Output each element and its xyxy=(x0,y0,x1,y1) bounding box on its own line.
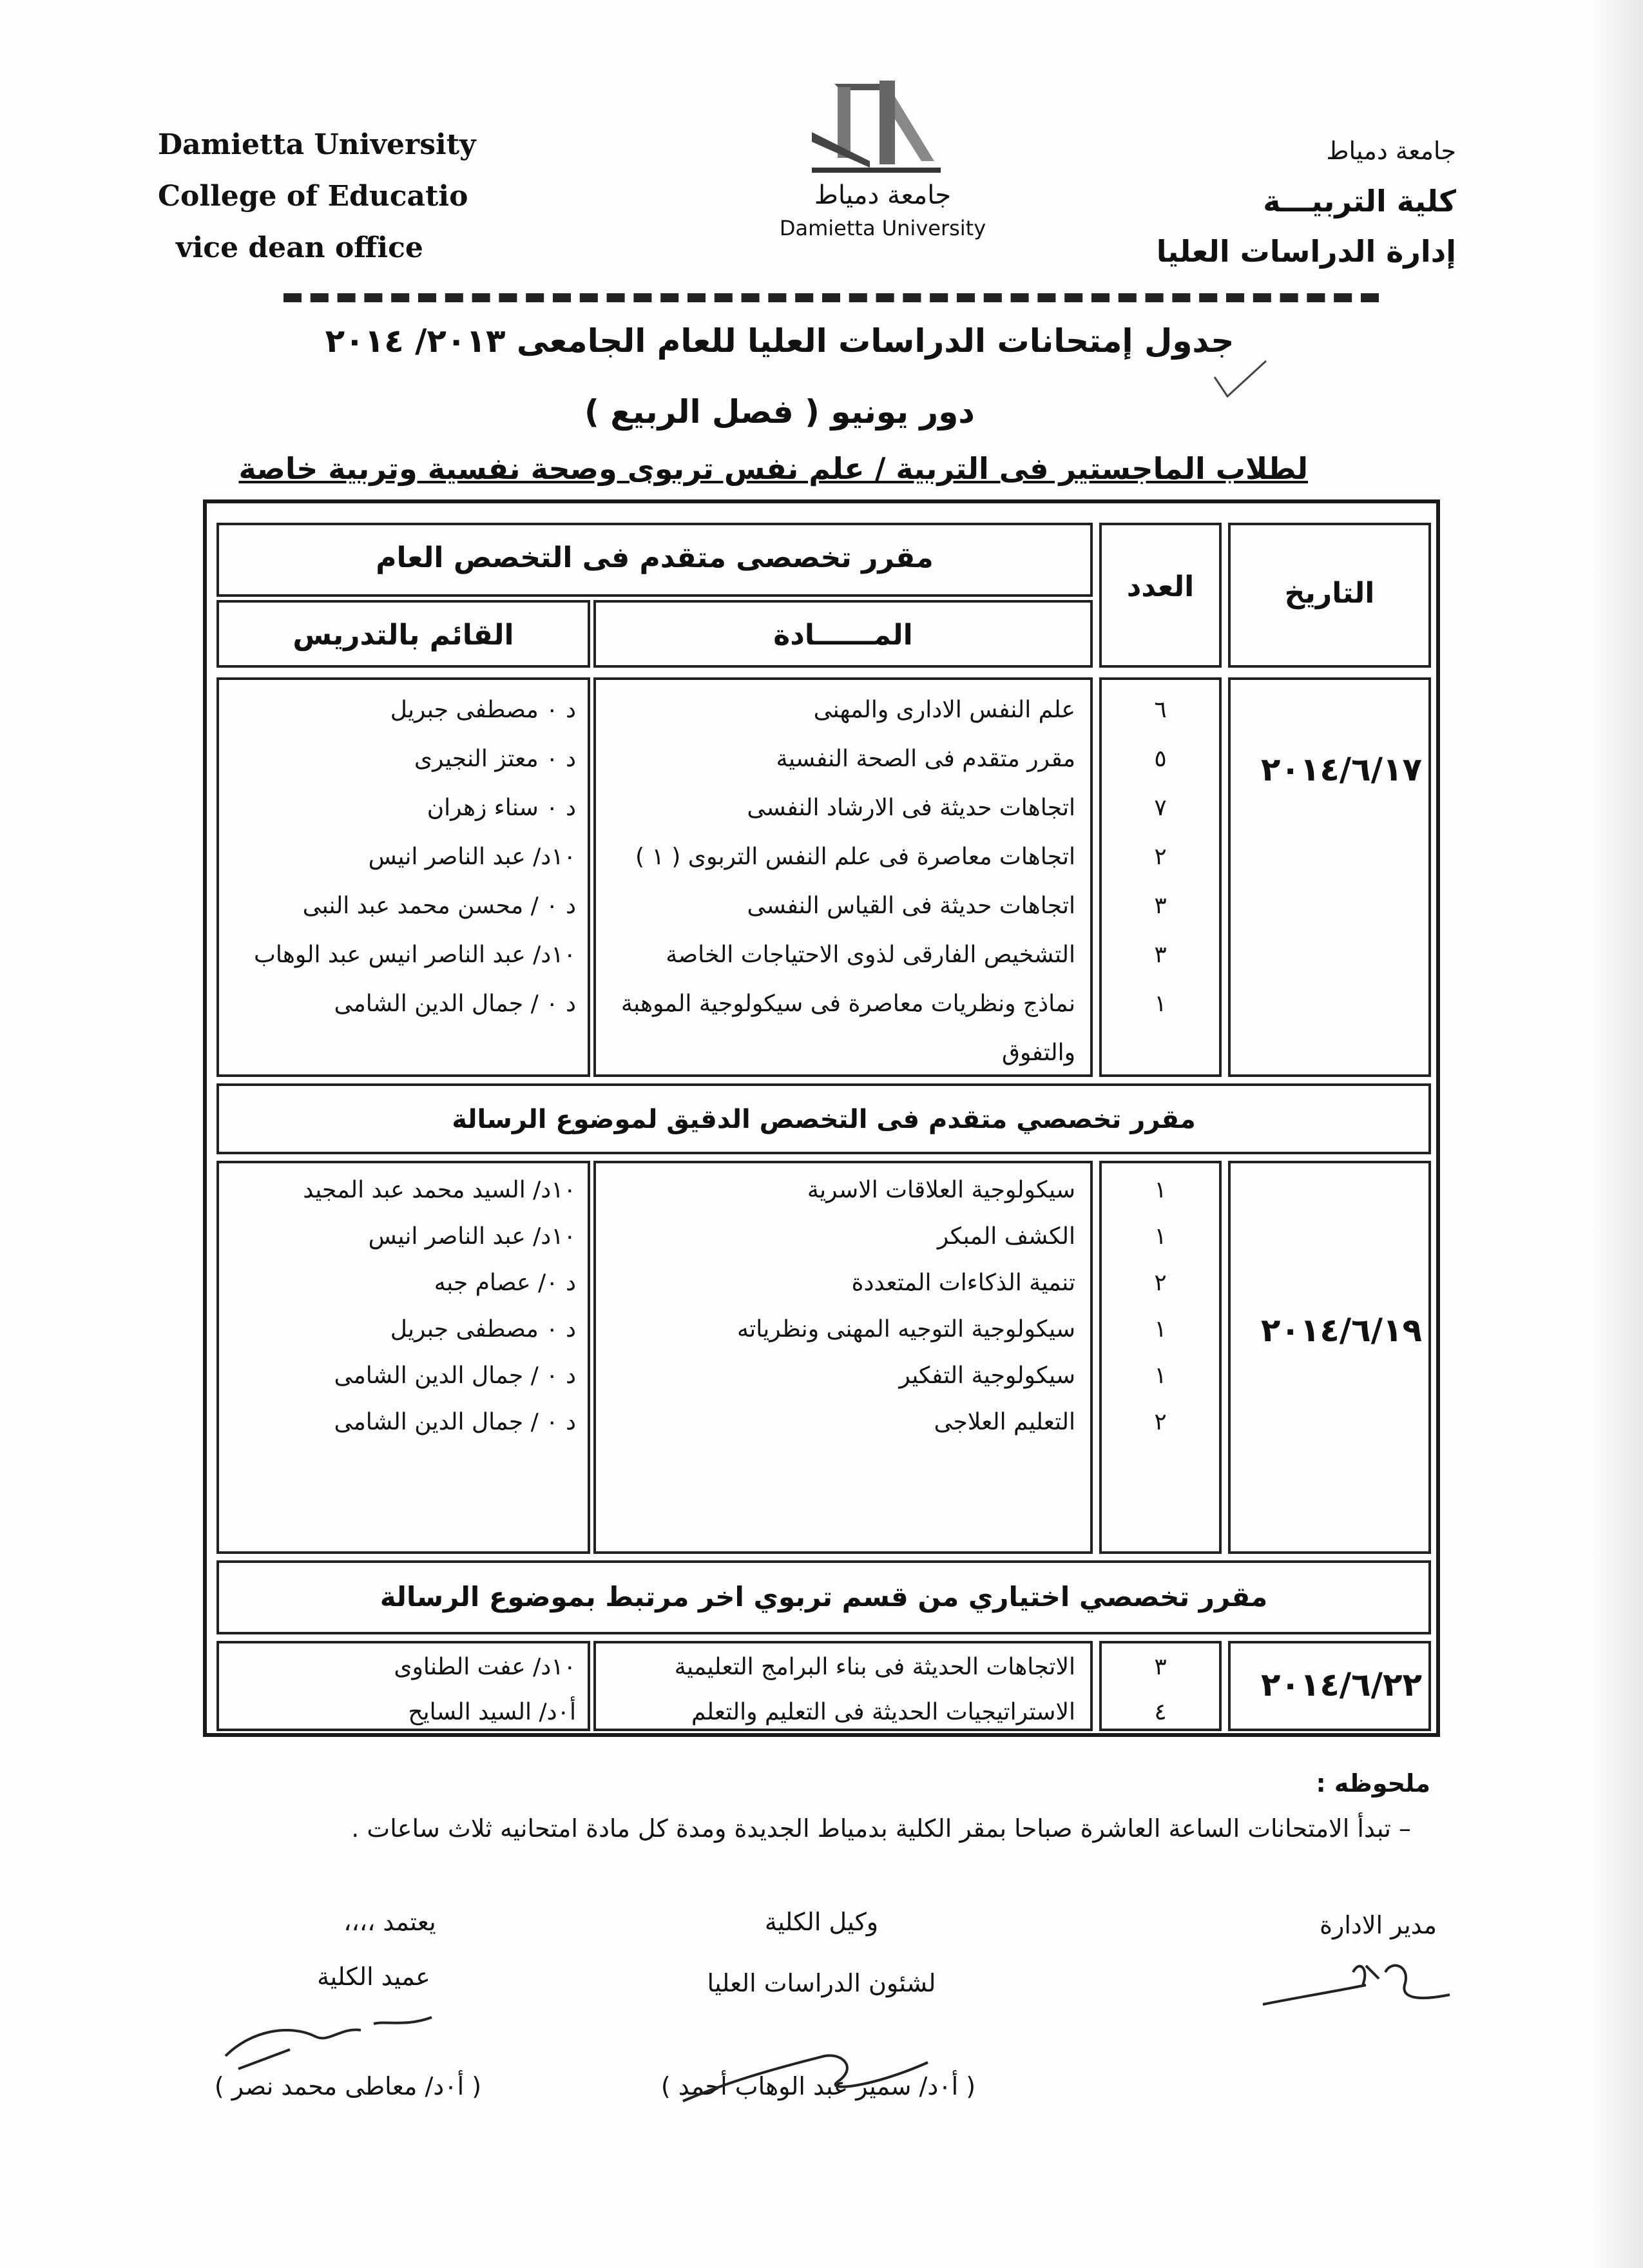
header-date-label: التاريخ xyxy=(1284,577,1375,610)
row-count: ٢ xyxy=(1154,844,1167,870)
schedule-audience: لطلاب الماجستير فى التربية / علم نفس تربوى وصحة نفسية وتربية خاصة xyxy=(238,451,1308,486)
section3-title-cell xyxy=(216,1560,1431,1634)
notes-text: – تبدأ الامتحانات الساعة العاشرة صباحا بمقر الكلية بدمياط الجديدة ومدة كل مادة امتحانيه ثلاث ساعات . xyxy=(351,1814,1411,1843)
section1-date-cell xyxy=(1228,677,1431,1077)
row-subject: اتجاهات حديثة فى القياس النفسى xyxy=(747,893,1075,919)
university-logo xyxy=(773,71,992,245)
row-instructor: ١٠د/ عبد الناصر انيس عبد الوهاب xyxy=(254,942,576,968)
row-subject: التشخيص الفارقى لذوى الاحتياجات الخاصة xyxy=(666,942,1075,968)
page-edge xyxy=(1591,0,1643,2268)
office-name-ar: إدارة الدراسات العليا xyxy=(1156,234,1456,269)
office-name-en: vice dean office xyxy=(176,231,423,264)
row-subject: اتجاهات معاصرة فى علم النفس التربوى ( ١ ) xyxy=(635,844,1075,870)
check-mark-icon xyxy=(1211,358,1269,403)
row-count: ١ xyxy=(1154,1177,1167,1203)
row-subject: الاستراتيجيات الحديثة فى التعليم والتعلم xyxy=(691,1699,1075,1725)
row-subject: سيكولوجية التوجيه المهنى ونظرياته xyxy=(736,1316,1075,1342)
row-instructor: ١٠د/ السيد محمد عبد المجيد xyxy=(303,1177,576,1203)
section1-title: مقرر تخصصى متقدم فى التخصص العام xyxy=(376,541,934,574)
university-name-en: Damietta University xyxy=(158,128,476,161)
dean-title: عميد الكلية xyxy=(317,1963,430,1991)
arabic-header xyxy=(1157,126,1456,276)
section2-instructor-cell xyxy=(216,1161,590,1554)
row-instructor: د ٠ مصطفى جبريل xyxy=(390,1316,576,1342)
row-count: ٧ xyxy=(1154,795,1167,821)
section2-count-cell xyxy=(1099,1161,1222,1554)
section1-title-cell xyxy=(216,523,1093,597)
row-instructor: أ٠د/ السيد السايح xyxy=(408,1699,576,1725)
row-instructor: د ٠ معتز النجيرى xyxy=(414,746,576,772)
college-name-en: College of Educatio xyxy=(158,180,468,213)
section1-subject-cell xyxy=(593,677,1093,1077)
schedule-term: دور يونيو ( فصل الربيع ) xyxy=(584,393,975,431)
section1-instructor-cell xyxy=(216,677,590,1077)
header-subject-label: المــــــادة xyxy=(773,619,913,652)
row-subject: مقرر متقدم فى الصحة النفسية xyxy=(776,746,1075,772)
notes-label: ملحوظه : xyxy=(1316,1769,1430,1798)
row-count: ٣ xyxy=(1154,893,1167,919)
section1-count-cell xyxy=(1099,677,1222,1077)
row-instructor: د ٠ / جمال الدين الشامى xyxy=(334,991,576,1017)
row-instructor: د ٠ سناء زهران xyxy=(427,795,576,821)
manager-title: مدير الادارة xyxy=(1320,1911,1437,1939)
row-subject: نماذج ونظريات معاصرة فى سيكولوجية الموهبة xyxy=(620,991,1075,1017)
row-instructor: د ٠ / جمال الدين الشامى xyxy=(334,1362,576,1389)
row-count: ١ xyxy=(1154,1223,1167,1250)
row-instructor: ١٠د/ عفت الطناوى xyxy=(394,1654,576,1680)
section3-date-cell xyxy=(1228,1641,1431,1731)
section3-date: ٢٠١٤/٦/٢٢ xyxy=(1260,1666,1422,1703)
section2-date-cell xyxy=(1228,1161,1431,1554)
header-date-cell xyxy=(1228,523,1431,668)
dean-name: ( أ٠د/ معاطى محمد نصر ) xyxy=(214,2072,482,2100)
row-subject: الكشف المبكر xyxy=(937,1223,1075,1250)
schedule-title: جدول إمتحانات الدراسات العليا للعام الجامعى ٢٠١٣/ ٢٠١٤ xyxy=(325,322,1235,360)
row-instructor: د ٠ مصطفى جبريل xyxy=(390,697,576,723)
row-count: ٥ xyxy=(1154,746,1167,772)
exam-table xyxy=(203,499,1440,1737)
header-divider xyxy=(283,293,1379,302)
section2-date: ٢٠١٤/٦/١٩ xyxy=(1260,1312,1422,1349)
vice-dean-title: وكيل الكلية xyxy=(764,1908,879,1936)
row-count: ٢ xyxy=(1154,1409,1167,1435)
row-instructor: ١٠د/ عبد الناصر انيس xyxy=(368,1223,576,1250)
row-instructor: د ٠ / جمال الدين الشامى xyxy=(334,1409,576,1435)
logo-text-en: Damietta University xyxy=(779,216,986,240)
header-subject-cell xyxy=(593,600,1093,668)
row-count: ٣ xyxy=(1154,1654,1167,1680)
college-name-ar: كلية التربيـــة xyxy=(1263,184,1456,218)
row-subject: التعليم العلاجى xyxy=(934,1409,1075,1435)
dean-approve: يعتمد ،،،، xyxy=(343,1908,436,1936)
university-name-ar: جامعة دمياط xyxy=(1326,137,1456,165)
row-subject: سيكولوجية العلاقات الاسرية xyxy=(807,1177,1075,1203)
row-instructor: د ٠ / محسن محمد عبد النبى xyxy=(302,893,576,919)
manager-signature xyxy=(1256,1946,1463,2017)
section1-date: ٢٠١٤/٦/١٧ xyxy=(1260,751,1422,788)
row-count: ٢ xyxy=(1154,1270,1167,1296)
row-subject: علم النفس الادارى والمهنى xyxy=(813,697,1075,723)
row-count: ٣ xyxy=(1154,942,1167,968)
section2-title-cell xyxy=(216,1083,1431,1154)
row-count: ١ xyxy=(1154,1316,1167,1342)
section2-title: مقرر تخصصي متقدم فى التخصص الدقيق لموضوع الرسالة xyxy=(452,1105,1196,1134)
english-header xyxy=(158,119,476,274)
row-subject: والتفوق xyxy=(1002,1040,1075,1066)
row-count: ١ xyxy=(1154,1362,1167,1389)
logo-text-ar: جامعة دمياط xyxy=(814,180,952,210)
row-count: ٦ xyxy=(1154,697,1167,723)
vice-dean-subtitle: لشئون الدراسات العليا xyxy=(707,1969,936,1997)
header-instructor-label: القائم بالتدريس xyxy=(293,619,514,652)
row-subject: سيكولوجية التفكير xyxy=(899,1362,1075,1389)
header-count-cell xyxy=(1099,523,1222,668)
row-instructor: د ٠/ عصام جبه xyxy=(434,1270,576,1296)
row-subject: الاتجاهات الحديثة فى بناء البرامج التعليمية xyxy=(674,1654,1075,1680)
header-count-label: العدد xyxy=(1126,570,1195,603)
row-subject: اتجاهات حديثة فى الارشاد النفسى xyxy=(747,795,1075,821)
vice-dean-signature xyxy=(677,2043,934,2114)
header-instructor-cell xyxy=(216,600,590,668)
row-count: ١ xyxy=(1154,991,1167,1017)
row-subject: تنمية الذكاءات المتعددة xyxy=(851,1270,1075,1296)
vice-dean-name: ( أ٠د/ سمير عبد الوهاب أحمد ) xyxy=(660,2072,976,2100)
row-count: ٤ xyxy=(1154,1699,1167,1725)
row-instructor: ١٠د/ عبد الناصر انيس xyxy=(368,844,576,870)
dean-signature xyxy=(213,2004,445,2075)
section2-subject-cell xyxy=(593,1161,1093,1554)
section3-title: مقرر تخصصي اختياري من قسم تربوي اخر مرتبط بموضوع الرسالة xyxy=(380,1581,1268,1613)
